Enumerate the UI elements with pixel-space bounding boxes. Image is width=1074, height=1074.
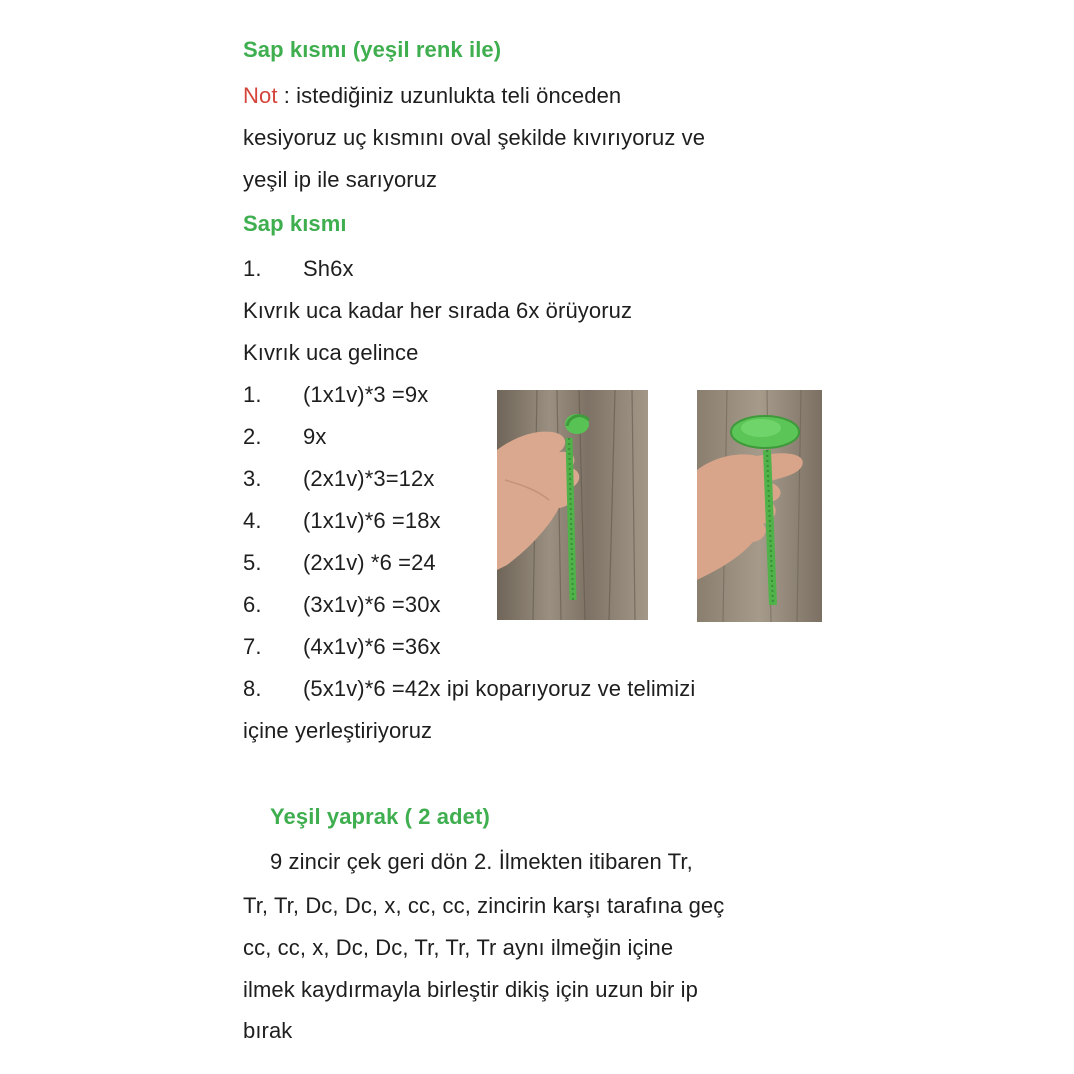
row-number: 1.	[243, 382, 262, 407]
leaf-line-3: cc, cc, x, Dc, Dc, Tr, Tr, Tr aynı ilmeğin içine	[243, 935, 674, 960]
row-text: (1x1v)*3 =9x	[303, 382, 429, 407]
stem-heading: Sap kısmı (yeşil renk ile)	[243, 37, 502, 62]
leaf-line-4: ilmek kaydırmayla birleştir dikiş için uzun bir ip	[243, 977, 698, 1002]
leaf-line-5: bırak	[243, 1018, 293, 1043]
row-text: (5x1v)*6 =42x ipi koparıyoruz ve telimizi	[303, 676, 696, 701]
row-number: 8.	[243, 676, 262, 701]
list-item	[243, 675, 695, 703]
stem-subheading: Sap kısmı	[243, 211, 347, 236]
row-text: Sh6x	[303, 256, 354, 281]
leaf-line-2: Tr, Tr, Dc, Dc, x, cc, cc, zincirin karşı tarafına geç	[243, 893, 725, 918]
note-label: Not	[243, 83, 278, 108]
instruction-line: Kıvrık uca kadar her sırada 6x örüyoruz	[243, 298, 633, 323]
row-number: 7.	[243, 634, 262, 659]
note-text-1: : istediğiniz uzunlukta teli önceden	[277, 83, 622, 108]
list-item	[243, 507, 441, 535]
row-number: 2.	[243, 424, 262, 449]
note-line-1	[243, 82, 621, 110]
list-item	[243, 465, 434, 493]
row-number: 1.	[243, 256, 262, 281]
instruction-line: Kıvrık uca gelince	[243, 340, 419, 365]
list-item	[243, 381, 428, 409]
row-text: 9x	[303, 424, 327, 449]
stem-photo-round-top	[697, 390, 822, 622]
row-text: (2x1v) *6 =24	[303, 550, 436, 575]
list-item	[243, 591, 441, 619]
row-number: 3.	[243, 466, 262, 491]
list-item	[243, 423, 326, 451]
row-number: 4.	[243, 508, 262, 533]
list-item	[243, 549, 436, 577]
list-item	[243, 633, 441, 661]
stem-final-line: içine yerleştiriyoruz	[243, 718, 433, 743]
row-text: (4x1v)*6 =36x	[303, 634, 441, 659]
note-line-2: kesiyoruz uç kısmını oval şekilde kıvırıyoruz ve	[243, 125, 706, 150]
row-number: 6.	[243, 592, 262, 617]
list-item	[243, 255, 354, 283]
note-line-3: yeşil ip ile sarıyoruz	[243, 167, 438, 192]
row-text: (1x1v)*6 =18x	[303, 508, 441, 533]
stem-photo-hand	[497, 390, 648, 620]
row-number: 5.	[243, 550, 262, 575]
row-text: (2x1v)*3=12x	[303, 466, 435, 491]
leaf-heading: Yeşil yaprak ( 2 adet)	[270, 804, 490, 829]
row-text: (3x1v)*6 =30x	[303, 592, 441, 617]
leaf-line-1: 9 zincir çek geri dön 2. İlmekten itibaren Tr,	[270, 849, 693, 874]
